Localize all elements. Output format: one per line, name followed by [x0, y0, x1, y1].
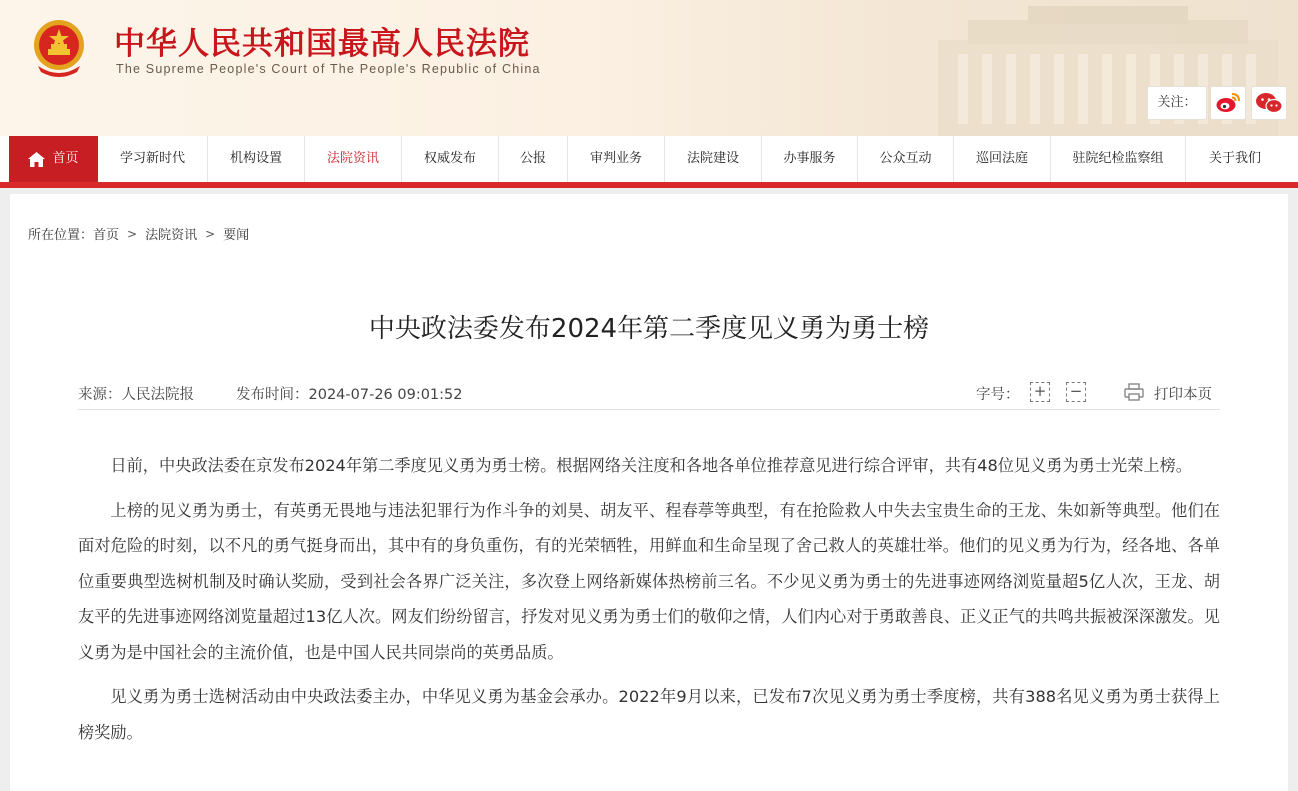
national-emblem-icon: [28, 16, 90, 78]
zoom-out-button[interactable]: −: [1066, 382, 1086, 402]
wechat-icon: [1255, 91, 1283, 115]
zoom-in-button[interactable]: +: [1030, 382, 1050, 402]
nav-list: [9, 136, 1284, 182]
breadcrumb: [28, 224, 249, 243]
nav-item-court-news[interactable]: 法院资讯: [305, 136, 402, 182]
nav-item-court-building[interactable]: 法院建设: [665, 136, 762, 182]
breadcrumb-home[interactable]: 首页: [93, 228, 120, 243]
article-time: 发布时间：2024-07-26 09:01:52: [236, 387, 463, 403]
nav-item-home-label: 首页: [52, 151, 79, 166]
article-body: [78, 448, 1220, 759]
font-size-label: 字号：: [976, 387, 1020, 403]
article-title: 中央政法委发布2024年第二季度见义勇为勇士榜: [368, 314, 930, 344]
nav-item-gazette[interactable]: 公报: [499, 136, 568, 182]
nav-item-institutions[interactable]: 机构设置: [208, 136, 305, 182]
article-source: 来源：人民法院报: [78, 387, 194, 403]
print-button[interactable]: 打印本页: [1154, 387, 1212, 403]
nav-item-study[interactable]: 学习新时代: [98, 136, 208, 182]
breadcrumb-label: 所在位置：: [28, 228, 94, 243]
nav-item-circuit[interactable]: 巡回法庭: [954, 136, 1051, 182]
nav-item-home[interactable]: [9, 136, 98, 182]
article-paragraph: 上榜的见义勇为勇士，有英勇无畏地与违法犯罪行为作斗争的刘昊、胡友平、程春葶等典型，有在抢险救人中失去宝贵生命的王龙、朱如新等典型。他们在面对危险的时刻，以不凡的勇气挺身而出，其中有的身负重伤，有的光荣牺牲，用鲜血和生命呈现了舍己救人的英雄壮举。他们的见义勇为行为，经各地、各单位重要典型选树机制及时确认奖励，受到社会各界广泛关注，多次登上网络新媒体热榜前三名。不少见义勇为勇士的先进事迹网络浏览量超5亿人次，王龙、胡友平的先进事迹网络浏览量超过13亿人次。网友们纷纷留言，抒发对见义勇为勇士们的敬仰之情，人们内心对于勇敢善良、正义正气的共鸣共振被深深激发。见义勇为是中国社会的主流价值，也是中国人民共同崇尚的英勇品质。: [78, 500, 1220, 662]
breadcrumb-court-news[interactable]: 法院资讯: [145, 228, 198, 243]
wechat-button[interactable]: [1251, 86, 1287, 120]
home-icon: [28, 152, 45, 167]
article-paragraph: 见义勇为勇士选树活动由中央政法委主办，中华见义勇为基金会承办。2022年9月以来，已发布7次见义勇为勇士季度榜，共有388名见义勇为勇士获得上榜奖励。: [78, 687, 1220, 742]
article-meta: [78, 380, 1220, 410]
nav-item-releases[interactable]: 权威发布: [402, 136, 499, 182]
follow-label: 关注：: [1147, 86, 1207, 120]
article-card: [10, 194, 1288, 791]
printer-icon[interactable]: [1124, 383, 1144, 401]
site-title[interactable]: 中华人民共和国最高人民法院: [114, 26, 530, 62]
nav-item-trial[interactable]: 审判业务: [568, 136, 665, 182]
chevron-right-icon: >: [205, 226, 216, 241]
main-nav: [0, 136, 1298, 188]
nav-item-public[interactable]: 公众互动: [858, 136, 954, 182]
site-subtitle: The Supreme People's Court of The People's Republic of China: [116, 62, 541, 76]
article-paragraph: 日前，中央政法委在京发布2024年第二季度见义勇为勇士榜。根据网络关注度和各地各单位推荐意见进行综合评审，共有48位见义勇为勇士光荣上榜。: [110, 456, 1192, 475]
nav-item-about[interactable]: 关于我们: [1208, 151, 1261, 166]
weibo-icon: [1215, 92, 1241, 114]
site-header: [0, 0, 1298, 136]
nav-item-supervision[interactable]: 驻院纪检监察组: [1051, 136, 1186, 182]
nav-item-services[interactable]: 办事服务: [762, 136, 858, 182]
weibo-button[interactable]: [1210, 86, 1246, 120]
chevron-right-icon: >: [127, 226, 138, 241]
breadcrumb-headlines[interactable]: 要闻: [223, 228, 250, 243]
